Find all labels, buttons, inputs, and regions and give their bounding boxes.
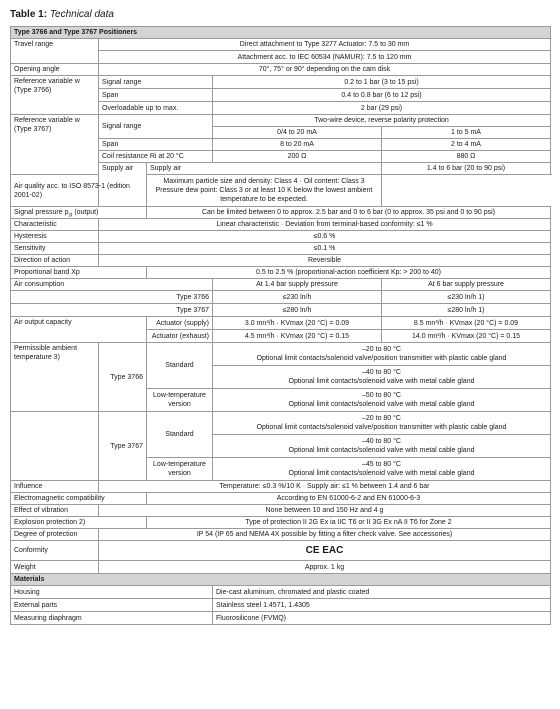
- technical-data-table: [10, 26, 551, 625]
- table-row: Air quality acc. to ISO 8573-1 (edition 2001-02) Maximum particle size and density: Class 4 · Oil content: Class 3 Pressure dew point: Class 3 or at least 10 K below the lowest ambient temperature to be expected.: [11, 175, 551, 207]
- table-row: –40 to 80 °C Optional limit contacts/solenoid valve with metal cable gland: [11, 366, 551, 389]
- table-row: Air output capacity Actuator (supply) 3.0 mn³/h · KVmax (20 °C) = 0.09 8.5 mn³/h · KVmax (20 °C) = 0.09: [11, 317, 551, 330]
- table-caption: Table 1: Technical data: [10, 9, 114, 20]
- table-row: Low-temperature version –50 to 80 °C Optional limit contacts/solenoid valve with metal cable gland: [11, 389, 551, 412]
- table-row: Low-temperature version –45 to 80 °C Optional limit contacts/solenoid valve with metal cable gland: [11, 458, 551, 481]
- table-row: –40 to 80 °C Optional limit contacts/solenoid valve with metal cable gland: [11, 435, 551, 458]
- table-row: Type 3766 ≤230 ln/h ≤230 ln/h 1): [11, 291, 551, 304]
- table-row: Opening angle 70°, 75° or 90° depending on the cam disk: [11, 64, 551, 76]
- table-row: Type 3767 ≤280 ln/h ≤280 ln/h 1): [11, 304, 551, 317]
- table-row: Supply air Supply air 1.4 to 6 bar (20 to 90 psi): [11, 163, 551, 175]
- table-row: Direction of action Reversible: [11, 255, 551, 267]
- table-row: Degree of protection IP 54 (IP 65 and NEMA 4X possible by fitting a filter check valve. See accessories): [11, 529, 551, 541]
- table-row: Signal pressure $p_{st}$ (output) Can be limited between 0 to approx. 2.5 bar and 0 to 6 bar (0 to approx. 35 psi and 0 to 90 psi): [11, 207, 551, 219]
- table-row: Conformity CE EAC: [11, 541, 551, 561]
- table-row: Housing Die-cast aluminum, chromated and plastic coated: [11, 586, 551, 599]
- table-row: Overloadable up to max. 2 bar (29 psi): [11, 102, 551, 115]
- table-row: Permissible ambient temperature 3) Type 3766 Standard –20 to 80 °C Optional limit contacts/solenoid valve/position transmitter with plastic cable gland: [11, 343, 551, 366]
- table-row: Sensitivity ≤0.1 %: [11, 243, 551, 255]
- table-row: Hysteresis ≤0.6 %: [11, 231, 551, 243]
- table-row: Measuring diaphragm Fluorosilicone (FVMQ): [11, 612, 551, 625]
- table-row: Explosion protection 2) Type of protection II 2G Ex ia IIC T6 or II 3G Ex nA II T6 for Zone 2: [11, 517, 551, 529]
- table-row: Span 0.4 to 0.8 bar (6 to 12 psi): [11, 89, 551, 102]
- table-row: Proportional band Xp 0.5 to 2.5 % (proportional-action coefficient Kp: > 200 to 40): [11, 267, 551, 279]
- materials-header-row: Materials: [11, 574, 551, 586]
- table-row: Reference variable w (Type 3766) Signal range 0.2 to 1 bar (3 to 15 psi): [11, 76, 551, 89]
- table-row: Attachment acc. to IEC 60534 (NAMUR): 7.5 to 120 mm: [11, 51, 551, 64]
- table-row: Actuator (exhaust) 4.5 mn³/h · KVmax (20 °C) = 0.15 14.0 mn³/h · KVmax (20 °C) = 0.15: [11, 330, 551, 343]
- table-row: Type 3767 Standard –20 to 80 °C Optional limit contacts/solenoid valve/position transmitter with plastic cable gland: [11, 412, 551, 435]
- table-row: 0/4 to 20 mA 1 to 5 mA: [11, 127, 551, 139]
- table-row: Weight Approx. 1 kg: [11, 561, 551, 574]
- table-row: Characteristic Linear characteristic · Deviation from terminal-based conformity: ≤1 %: [11, 219, 551, 231]
- table-row: Coil resistance Ri at 20 °C 200 Ω 880 Ω: [11, 151, 551, 163]
- table-row: Span 8 to 20 mA 2 to 4 mA: [11, 139, 551, 151]
- table-row: Air consumption At 1.4 bar supply pressure At 6 bar supply pressure: [11, 279, 551, 291]
- table-row: Reference variable w (Type 3767) Signal range Two-wire device, reverse polarity protection: [11, 115, 551, 127]
- table-row: External parts Stainless steel 1.4571, 1.4305: [11, 599, 551, 612]
- table-row: Travel range Direct attachment to Type 3277 Actuator: 7.5 to 30 mm: [11, 39, 551, 51]
- table-row: Electromagnetic compatibility According to EN 61000-6-2 and EN 61000-6-3: [11, 493, 551, 505]
- table-row: Influence Temperature: ≤0.3 %/10 K · Supply air: ≤1 % between 1.4 and 6 bar: [11, 481, 551, 493]
- conformity-mark: CE EAC: [99, 541, 551, 561]
- table-row: Effect of vibration None between 10 and 150 Hz and 4 g: [11, 505, 551, 517]
- table-header-row: Type 3766 and Type 3767 Positioners: [11, 27, 551, 39]
